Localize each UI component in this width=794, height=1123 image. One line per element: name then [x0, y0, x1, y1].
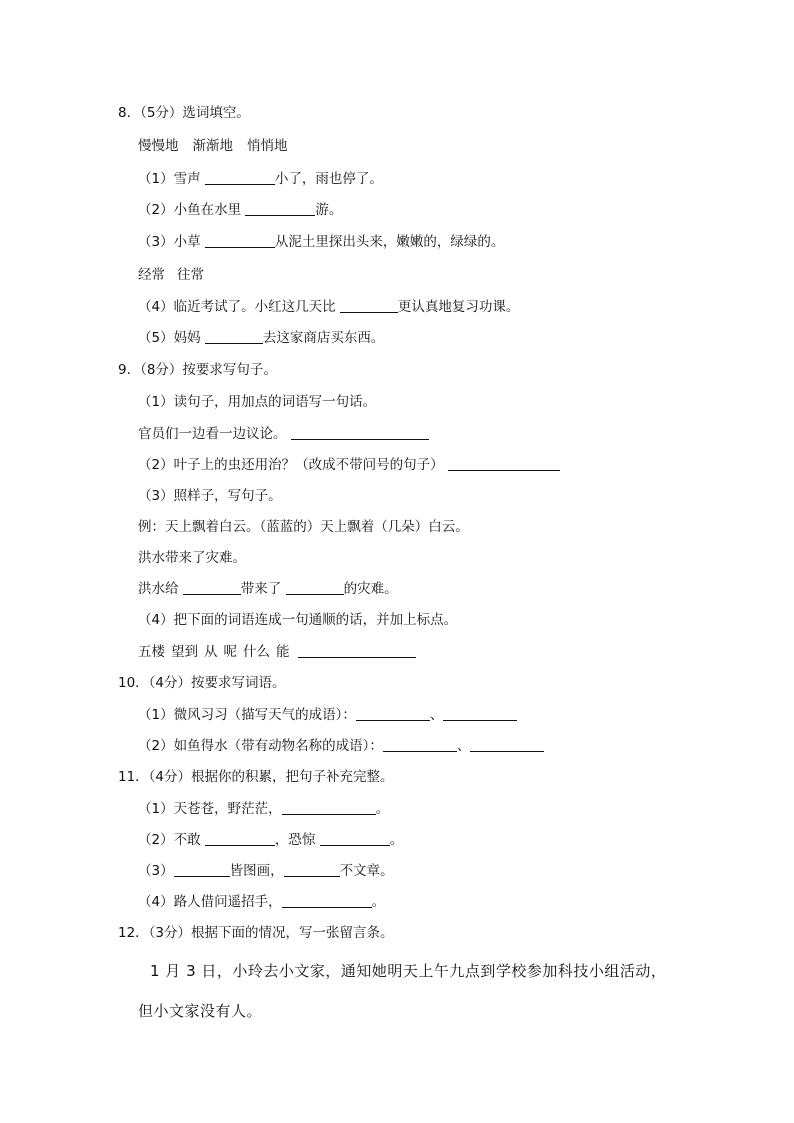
answer-blank[interactable] — [205, 831, 275, 846]
q11-title: 11．（4分）根据你的积累，把句子补充完整。 — [118, 769, 394, 785]
answer-blank[interactable] — [320, 831, 390, 846]
answer-blank[interactable] — [282, 893, 372, 908]
q8-item-4: （4）临近考试了。小红这几天比 更认真地复习功课。 — [138, 299, 520, 315]
q8-word-choices-b — [138, 266, 204, 284]
q9-title: 9．（8分）按要求写句子。 — [118, 362, 277, 378]
answer-blank[interactable] — [286, 580, 344, 595]
q11-item-2: （2）不敢 ，恐惊 。 — [138, 832, 404, 848]
q9-example: 例：天上飘着白云。（蓝蓝的）天上飘着（几朵）白云。 — [138, 519, 469, 535]
answer-blank[interactable] — [340, 298, 398, 313]
q10-title: 10．（4分）按要求写词语。 — [118, 675, 286, 691]
q10-item-1: （1）微风习习（描写天气的成语）： 、 — [138, 706, 517, 724]
q12-paragraph-line-2: 但小文家没有人。 — [138, 1002, 263, 1020]
answer-blank[interactable] — [183, 580, 241, 595]
answer-blank[interactable] — [284, 862, 340, 877]
word-option: 往常 — [177, 267, 204, 283]
word-token: 五楼 — [138, 644, 165, 660]
answer-blank[interactable] — [470, 737, 544, 752]
q9-sentence-1: 官员们一边看一边议论。 — [138, 425, 429, 443]
answer-blank[interactable] — [356, 706, 430, 721]
q8-item-1: （1）雪声 小了，雨也停了。 — [138, 171, 383, 187]
q12-title: 12．（3分）根据下面的情况，写一张留言条。 — [118, 925, 394, 941]
q11-item-3: （3） 皆图画， 不文章。 — [138, 863, 394, 879]
answer-blank[interactable] — [205, 329, 263, 344]
q9-sub-3: （3）照样子，写句子。 — [138, 488, 282, 504]
answer-blank[interactable] — [282, 800, 376, 815]
q8-word-choices-a — [138, 137, 288, 155]
q9-pattern: 洪水给 带来了 的灾难。 — [138, 581, 398, 597]
q9-sub-2: （2）叶子上的虫还用治？（改成不带问号的句子） — [138, 456, 560, 474]
answer-blank[interactable] — [298, 643, 416, 658]
word-token: 什么 — [243, 644, 270, 660]
q11-item-4: （4）路人借问遥招手， 。 — [138, 894, 386, 910]
word-option: 渐渐地 — [192, 138, 233, 154]
q8-item-3: （3）小草 从泥土里探出头来，嫩嫩的，绿绿的。 — [138, 234, 505, 250]
answer-blank[interactable] — [291, 425, 429, 440]
answer-blank[interactable] — [174, 862, 230, 877]
word-token: 能 — [276, 644, 290, 660]
q9-sub-4: （4）把下面的词语连成一句通顺的话，并加上标点。 — [138, 612, 458, 628]
answer-blank[interactable] — [443, 706, 517, 721]
word-option: 悄悄地 — [247, 138, 288, 154]
q9-words-4 — [138, 643, 416, 661]
q10-item-2: （2）如鱼得水（带有动物名称的成语）： 、 — [138, 737, 544, 755]
q9-sub-1: （1）读句子，用加点的词语写一句话。 — [138, 394, 377, 410]
q8-item-5: （5）妈妈 去这家商店买东西。 — [138, 330, 385, 346]
q8-item-2: （2）小鱼在水里 游。 — [138, 202, 343, 218]
q8-title: 8．（5分）选词填空。 — [118, 105, 250, 121]
word-token: 从 — [204, 644, 218, 660]
word-option: 经常 — [138, 267, 165, 283]
q12-paragraph-line-1: 1 月 3 日，小玲去小文家，通知她明天上午九点到学校参加科技小组活动， — [150, 962, 667, 980]
answer-blank[interactable] — [205, 233, 275, 248]
word-token: 呢 — [223, 644, 237, 660]
answer-blank[interactable] — [383, 737, 457, 752]
q9-given-sentence: 洪水带来了灾难。 — [138, 550, 246, 566]
answer-blank[interactable] — [205, 170, 275, 185]
word-option: 慢慢地 — [138, 138, 179, 154]
q11-item-1: （1）天苍苍，野茫茫， 。 — [138, 801, 390, 817]
answer-blank[interactable] — [245, 201, 315, 216]
word-token: 望到 — [171, 644, 198, 660]
answer-blank[interactable] — [448, 456, 560, 471]
